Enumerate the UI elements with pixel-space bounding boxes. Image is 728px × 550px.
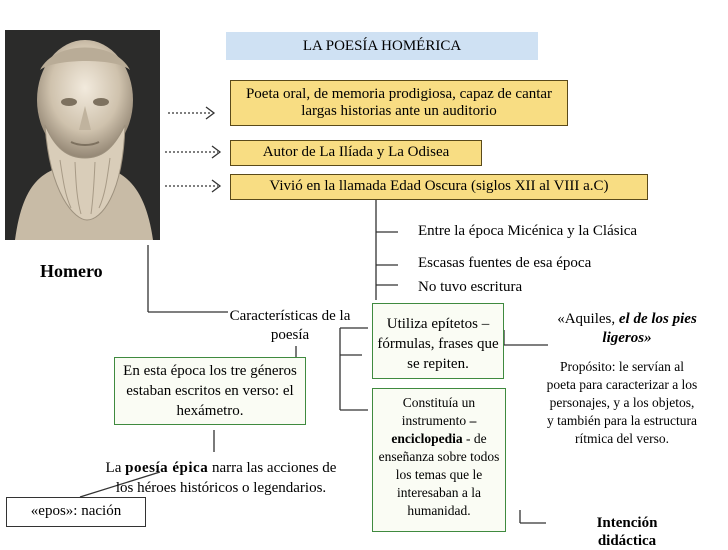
dotted-arrow-icon [165,113,218,186]
epos-box: «epos»: nación [6,497,146,527]
epitetos-box: Utiliza epítetos – fórmulas, frases que se repiten. [372,303,504,379]
proposito-text: Propósito: le servían al poeta para caracterizar a los personajes, y a los objetos, y también para la estructura rítmica del verso. [546,359,698,446]
aquiles-emph: el de los pies ligeros» [602,311,697,346]
era-text-2: Escasas fuentes de esa época [418,255,592,271]
epica-post: narra las acciones de los héroes históricos o legendarios. [115,460,337,496]
homero-label: Homero [40,261,103,281]
aquiles-quote [556,310,698,348]
epica-emph: poesía épica [125,460,209,476]
fact-oral-poet: Poeta oral, de memoria prodigiosa, capaz de cantar largas historias ante un auditorio [230,80,568,126]
epica-text [96,458,346,498]
page-title: LA POESÍA HOMÉRICA [226,32,538,60]
enciclopedia-emph: –enciclopedia [391,413,477,446]
era-text-3: No tuvo escritura [418,279,523,295]
caracteristicas-label: Características de la poesía [229,308,351,343]
intencion-text: Intención didáctica [596,515,658,549]
fact-author: Autor de La Ilíada y La Odisea [230,140,482,166]
homer-bust-image [5,30,160,240]
fact-dark-age: Vivió en la llamada Edad Oscura (siglos XII al VIII a.C) [230,174,648,200]
era-text-1: Entre la época Micénica y la Clásica [418,223,638,239]
epica-pre: La [105,460,126,476]
enciclopedia-pre: Constituía un instrumento [401,395,476,428]
enciclopedia-box [372,388,506,532]
hexametro-box: En esta época los tre géneros estaban escritos en verso: el hexámetro. [114,357,306,425]
enciclopedia-post: - de enseñanza sobre todos los temas que le interesaban a la humanidad. [378,431,500,518]
aquiles-prefix: «Aquiles, [557,311,619,327]
